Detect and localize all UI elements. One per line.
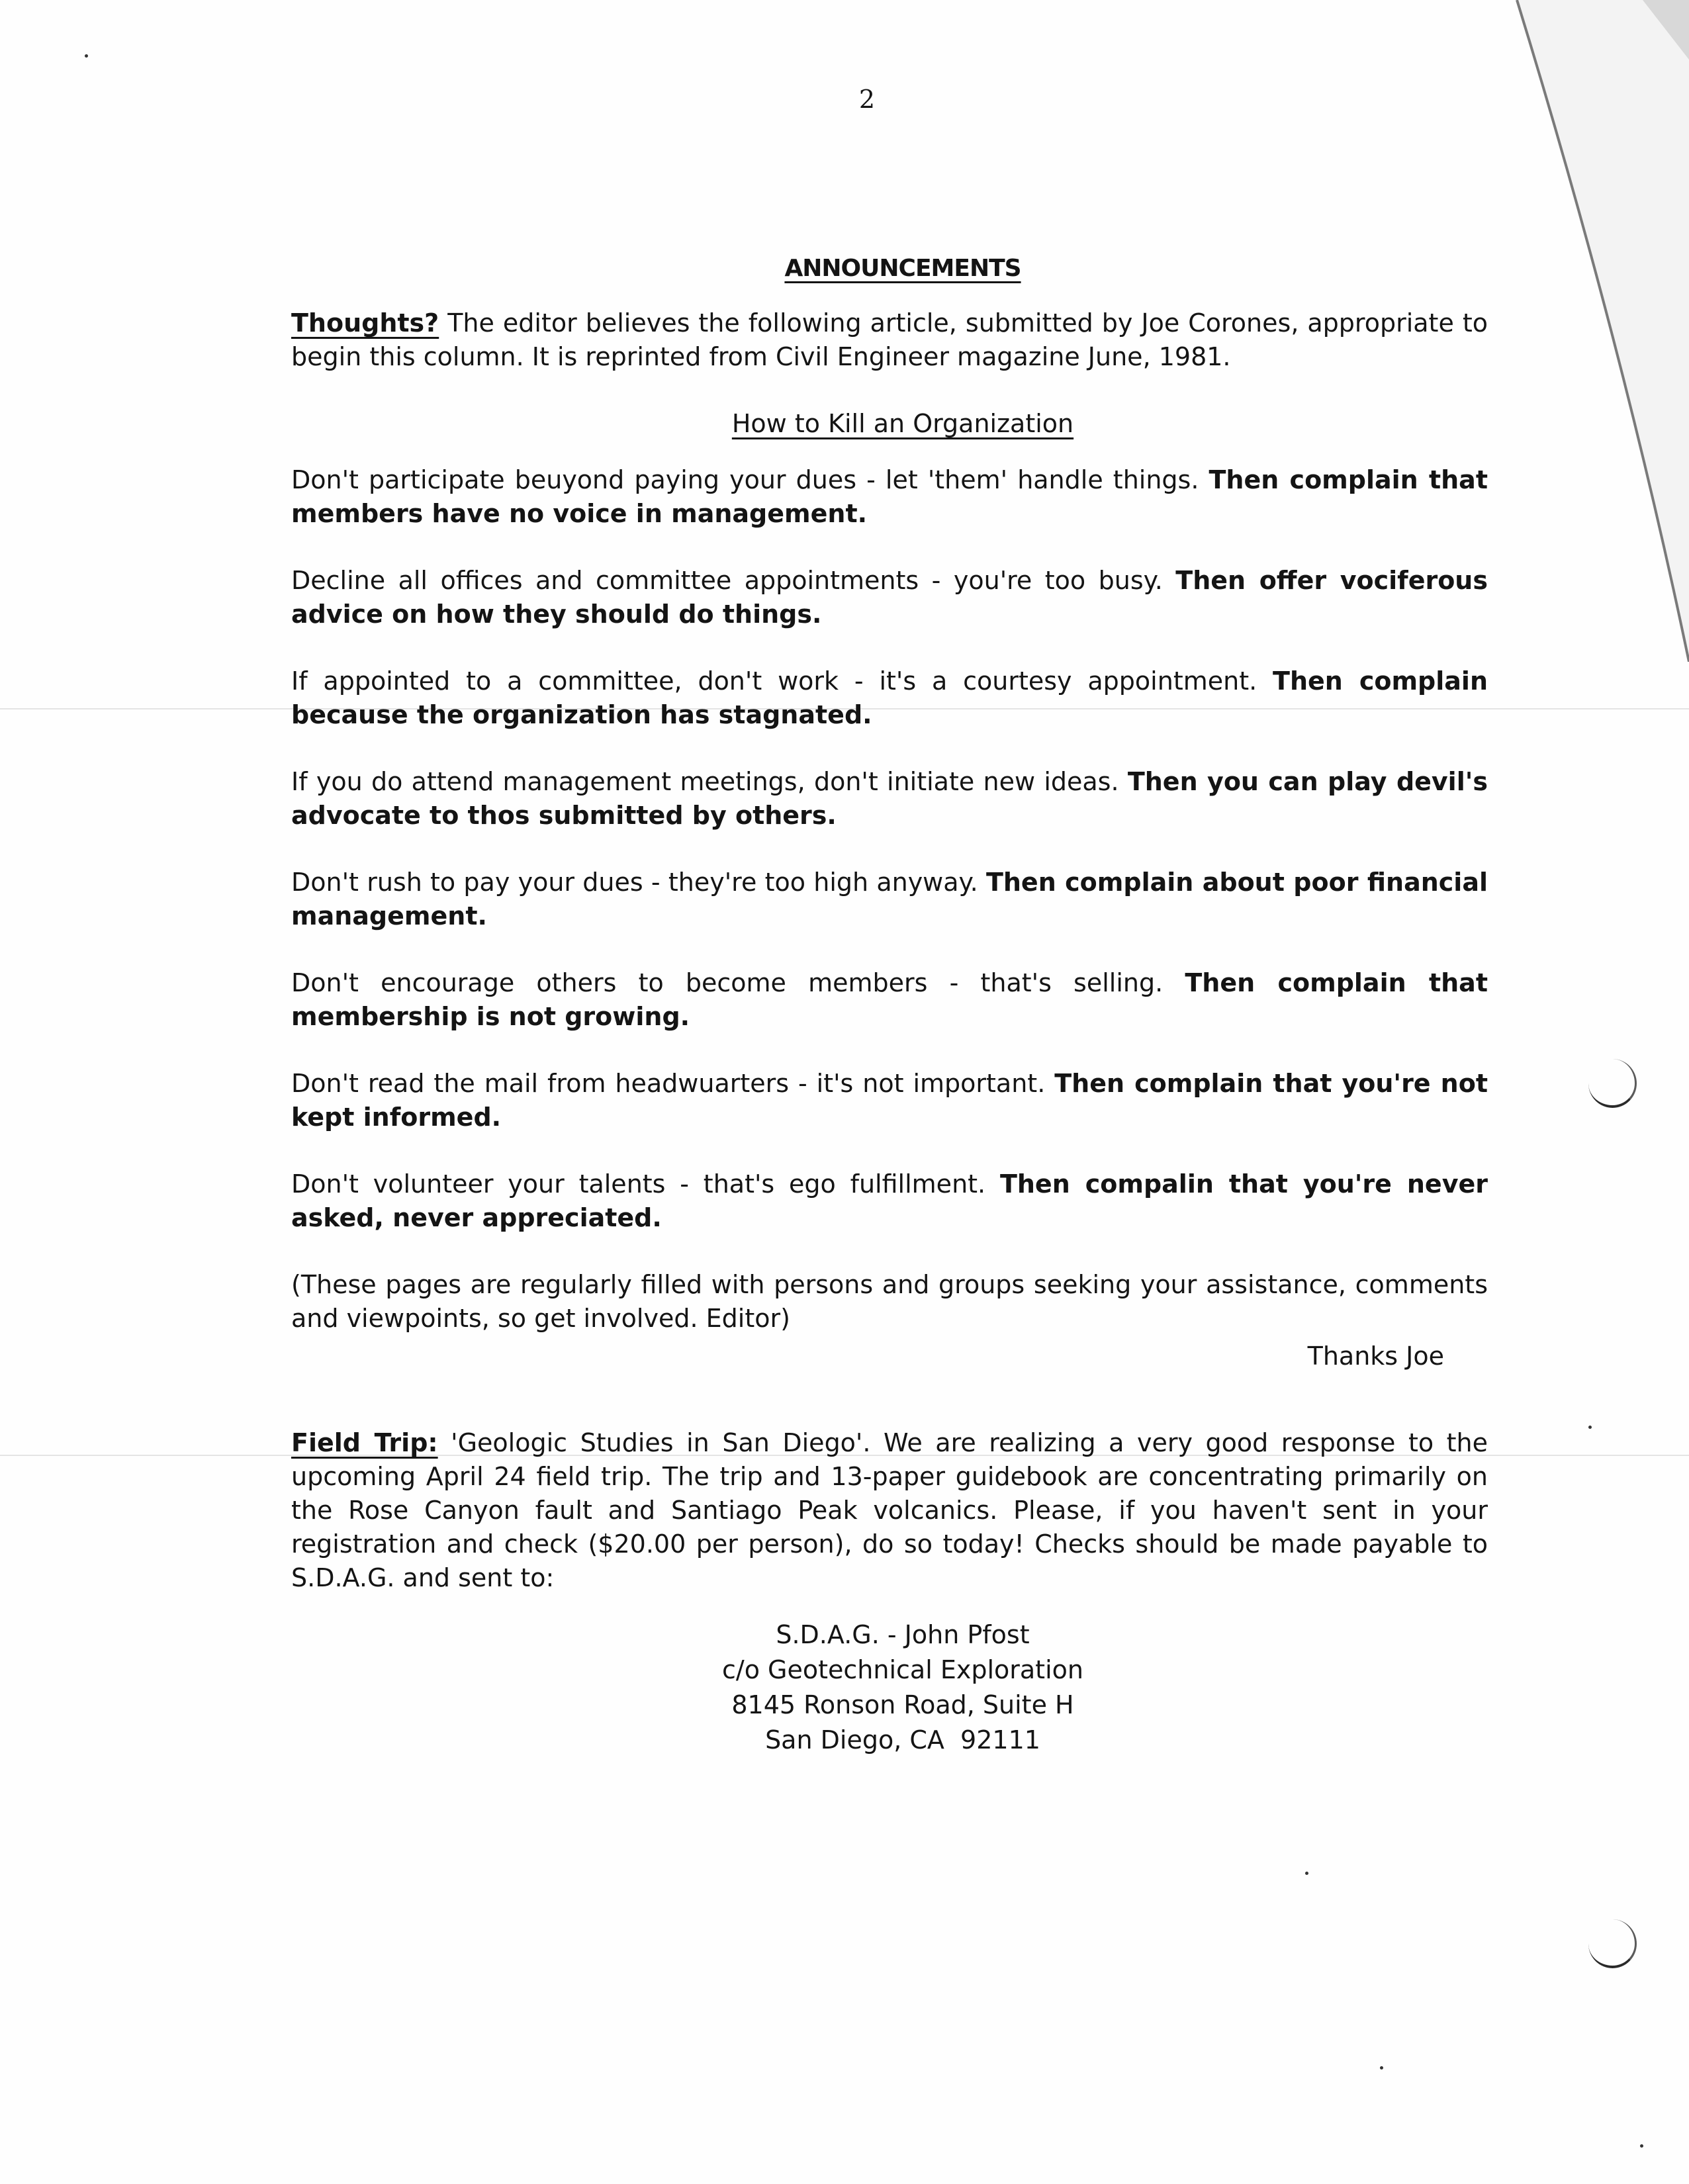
punch-hole	[1588, 1919, 1637, 1968]
section-heading: ANNOUNCEMENTS	[784, 255, 1021, 282]
editor-note: (These pages are regularly filled with persons and groups seeking your assistance, comments and viewpoints, so get involved. Editor)	[291, 1270, 1488, 1333]
scan-speck	[1588, 1426, 1592, 1429]
item-bold-text: Then offer vociferous advice on how they should do things.	[291, 566, 1488, 629]
field-trip-text: 'Geologic Studies in San Diego'. We are realizing a very good response to the upcoming April 24 field trip. The trip and 13-paper guidebook are concentrating primarily on the Rose Canyon fault and Santiago Peak volcanics. Please, if you haven't sent in your registration and check ($20.00 per person), do so today! Checks should be made payable to S.D.A.G. and sent to:	[291, 1428, 1488, 1592]
article-item	[291, 765, 1488, 833]
item-bold-text: Then complain because the organization has stagnated.	[291, 666, 1488, 729]
item-plain-text: If appointed to a committee, don't work - it's a courtesy appointment.	[291, 666, 1273, 696]
page-number: 2	[858, 85, 876, 114]
item-bold-text: Then compalin that you're never asked, never appreciated.	[291, 1169, 1488, 1232]
address-line: San Diego, CA 92111	[765, 1725, 1040, 1754]
scan-speck	[1640, 2144, 1643, 2148]
mailing-address	[291, 1617, 1488, 1758]
scan-speck	[85, 54, 88, 58]
thoughts-label: Thoughts?	[291, 308, 439, 338]
item-bold-text: Then complain that members have no voice in management.	[291, 465, 1488, 528]
punch-hole	[1588, 1059, 1637, 1108]
field-trip-paragraph	[291, 1426, 1488, 1595]
announcements-section	[291, 251, 1488, 1758]
item-plain-text: Don't rush to pay your dues - they're too high anyway.	[291, 868, 986, 897]
item-plain-text: Decline all offices and committee appointments - you're too busy.	[291, 566, 1176, 595]
address-line: c/o Geotechnical Exploration	[722, 1655, 1083, 1684]
address-line: 8145 Ronson Road, Suite H	[731, 1690, 1074, 1719]
article-item	[291, 866, 1488, 933]
signoff: Thanks Joe	[1307, 1342, 1444, 1371]
page-edge-shadow	[1490, 0, 1689, 662]
address-line: S.D.A.G. - John Pfost	[776, 1620, 1030, 1649]
field-trip-label: Field Trip:	[291, 1428, 438, 1457]
scan-speck	[1380, 2066, 1383, 2070]
item-bold-text: Then complain that membership is not growing.	[291, 968, 1488, 1031]
scan-speck	[1305, 1872, 1308, 1875]
item-bold-text: Then you can play devil's advocate to thos submitted by others.	[291, 767, 1488, 830]
thoughts-paragraph	[291, 306, 1488, 374]
item-plain-text: Don't encourage others to become members - that's selling.	[291, 968, 1185, 997]
item-plain-text: Don't participate beuyond paying your dues - let 'them' handle things.	[291, 465, 1209, 494]
article-item	[291, 564, 1488, 631]
article-item	[291, 664, 1488, 732]
item-bold-text: Then complain about poor financial management.	[291, 868, 1488, 931]
item-plain-text: Don't read the mail from headwuarters - it's not important.	[291, 1069, 1055, 1098]
article-item	[291, 463, 1488, 531]
article-item	[291, 966, 1488, 1034]
item-plain-text: Don't volunteer your talents - that's ego fulfillment.	[291, 1169, 1000, 1199]
article-item	[291, 1067, 1488, 1134]
article-item	[291, 1167, 1488, 1235]
article-title: How to Kill an Organization	[731, 409, 1074, 438]
item-plain-text: If you do attend management meetings, don't initiate new ideas.	[291, 767, 1128, 796]
thoughts-text: The editor believes the following article, submitted by Joe Corones, appropriate to begin this column. It is reprinted from Civil Engineer magazine June, 1981.	[291, 308, 1488, 371]
item-bold-text: Then complain that you're not kept informed.	[291, 1069, 1488, 1132]
